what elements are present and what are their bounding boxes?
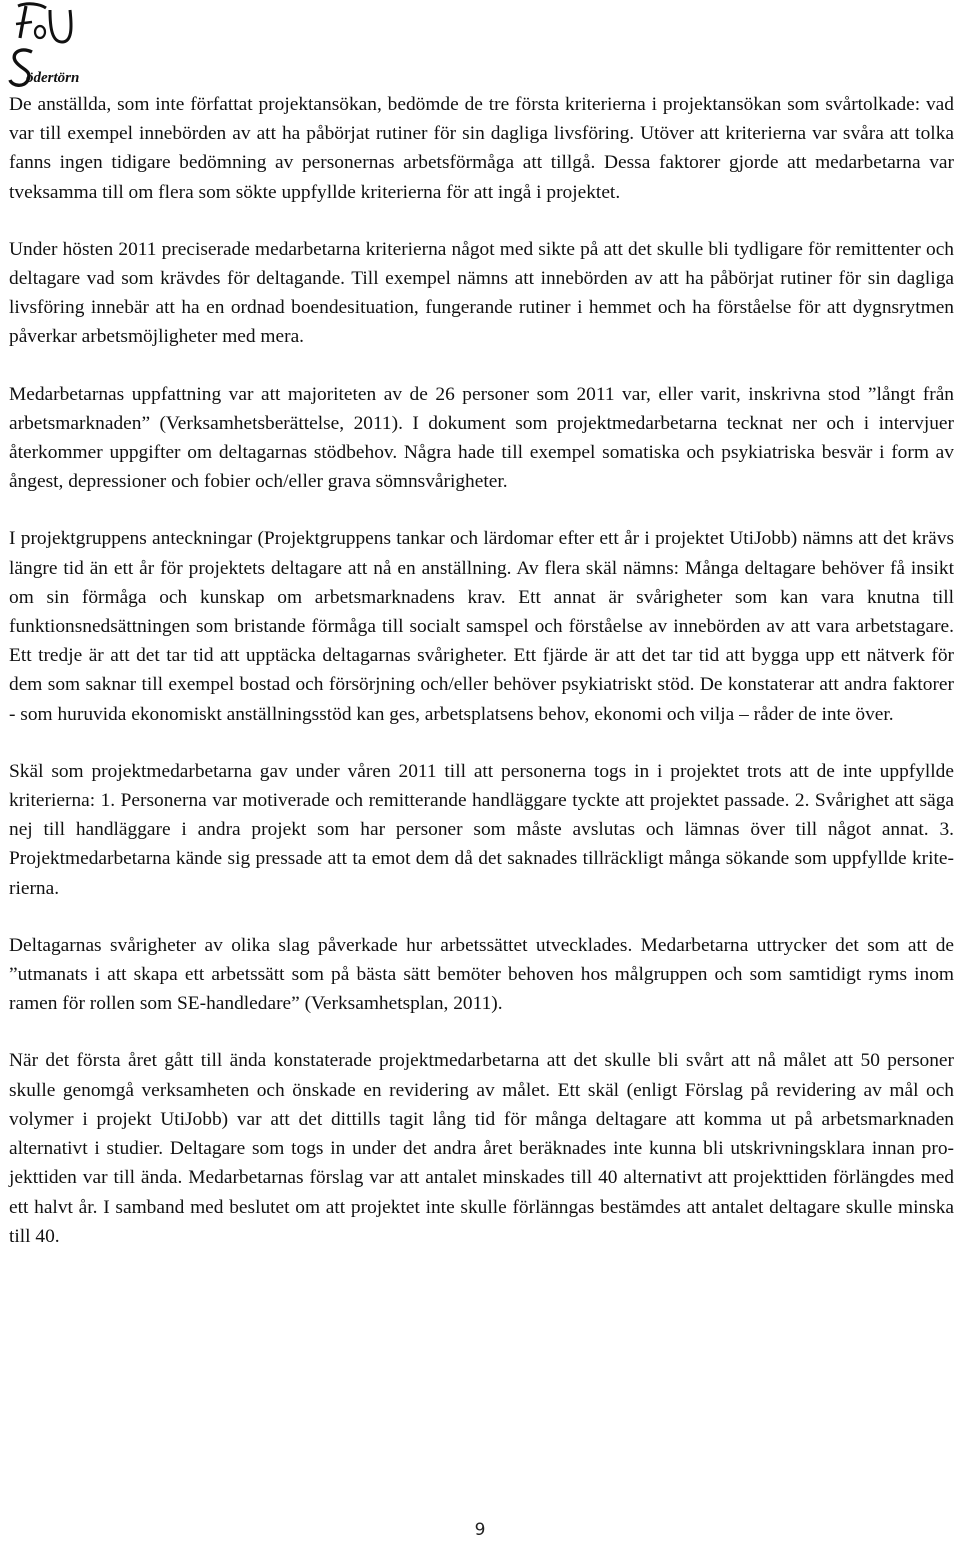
paragraph-4: I projektgruppens anteckningar (Projektgruppens tankar och lärdomar efter ett år i projektet UtiJobb) nämns att det krävs längre tid än ett år för projektets deltagare att nå en anställning. Av flera skäl nämns: Många deltagare behöver få insikt om sin förmåga och kunskap om arbetsmarknadens krav. Ett annat är svårigheter som kan vara knutna till funktionsnedsättningen som bristande förmåga till socialt samspel och förståelse av innebörden av att vara arbetstagare. Ett tredje är att det tar tid att upptäcka deltagarnas svårigheter. Ett fjärde är att det tar tid att bygga upp ett nätverk för dem som saknar till exempel bostad och försörjning och/eller behöver psykiatriskt stöd. De konstaterar att andra faktorer - som huruvida ekonomiskt anställningsstöd kan ges, arbetsplatsens behov, ekonomi och vilja – råder de inte över. — [9, 528, 954, 725]
document-body — [9, 90, 954, 1279]
paragraph-5: Skäl som projektmedarbetarna gav under våren 2011 till att personerna togs in i projektet trots att de inte uppfyllde kriterierna: 1. Personerna var motiverade och remitterande handläggare tyckte att projektet passade. 2. Svårighet att säga nej till handläggare i andra projekt som har personer som måste avslutas och lämnas över till något annat. 3. Projektmedarbetarna kände sig pressade att ta emot dem då det saknades tillräckligt många sökande som uppfyllde kriterierna. — [9, 760, 954, 899]
paragraph-7: När det första året gått till ända konstaterade projektmedarbetarna att det skulle bli svårt att nå målet att 50 personer skulle genomgå verksamheten och önskade en revidering av målet. Ett skäl (enligt Förslag på revidering av mål och volymer i projekt UtiJobb) var att det dittills tagit lång tid för många deltagare att komma ut på arbetsmarknaden alternativt i studier. Deltagare som togs in under det andra året beräknades inte kunna bli utskrivningsklara innan projekttiden var till ända. Medarbetarnas förslag var att antalet minskades till 40 alternativt att projekttiden förlängdes med ett halvt år. I samband med beslutet om att projektet inte skulle förlänngas bestämdes att antalet deltagare skulle minska till 40. — [9, 1050, 954, 1247]
svg-text:ödertörn: ödertörn — [26, 70, 80, 86]
page-number: 9 — [474, 1520, 486, 1540]
paragraph-1: De anställda, som inte författat projektansökan, bedömde de tre första kriterierna i projektansökan som svårtolkade: vad var till exempel innebörden av att ha påbörjat rutiner för sin dagliga livsföring. Utöver att kriterierna var svåra att tolka fanns ingen tidigare bedömning av personernas arbetsförmåga att tillgå. Dessa faktorer gjorde att medarbetarna var tveksamma till om flera som sökte uppfyllde kriterierna för att ingå i projektet. — [9, 94, 954, 203]
paragraph-6: Deltagarnas svårigheter av olika slag påverkade hur arbetssättet utvecklades. Medarbetarna uttrycker det som att de ”utmanats i att skapa ett arbetssätt som på bästa sätt bemöter behoven hos målgruppen och som samtidigt ryms inom ramen för rollen som SE-handledare” (Verksamhetsplan, 2011). — [9, 934, 954, 1015]
fou-sodertorn-logo — [6, 2, 86, 88]
paragraph-2: Under hösten 2011 preciserade medarbetarna kriterierna något med sikte på att det skulle bli tydligare för remittenter och deltagare vad som krävdes för deltagande. Till exempel nämns att innebörden av att ha påbörjat rutiner för sin dagliga livsföring innebär att ha en ordnad boendesituation, fungerande rutiner i hemmet och ha förståelse för att dygnsrytmen påverkar arbetsmöjligheter med mera. — [9, 238, 954, 348]
paragraph-3: Medarbetarnas uppfattning var att majoriteten av de 26 personer som 2011 var, eller varit, inskrivna stod ”långt från arbetsmarknaden” (Verksamhetsberättelse, 2011). I dokument som projektmedarbetarna tecknat ner och i intervjuer återkommer uppgifter om deltagarnas stödbehov. Några hade till exempel somatiska och psykiatriska besvär i form av ångest, depressioner och fobier och/eller grava sömnsvårigheter. — [9, 383, 954, 493]
fou-logo-icon — [6, 2, 86, 88]
